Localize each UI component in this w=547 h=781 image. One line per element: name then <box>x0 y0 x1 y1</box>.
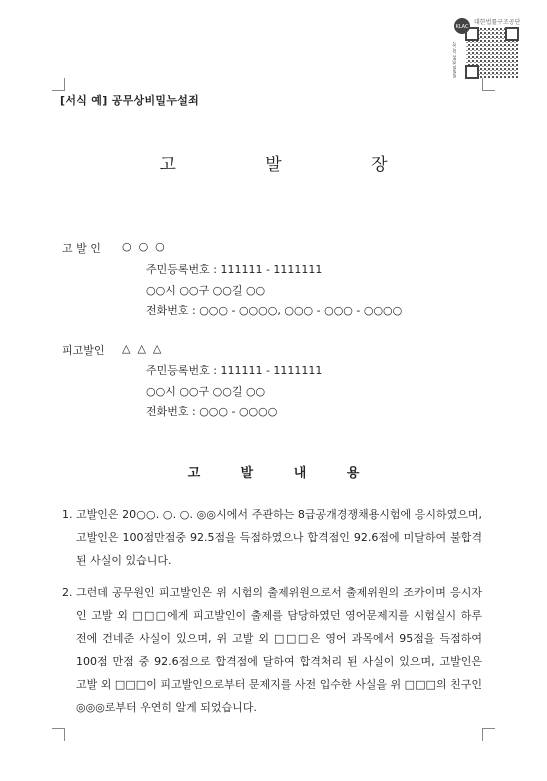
paragraph-number: 2. <box>62 586 73 599</box>
complainant-id: 주민등록번호 : 111111 - 1111111 <box>146 263 323 276</box>
crop-mark-bottom-left <box>52 728 65 741</box>
page-title: 고 발 장 <box>159 155 430 175</box>
accused-name: △ △ △ <box>122 342 162 355</box>
paragraph-text: 그런데 공무원인 피고발인은 위 시험의 출제위원으로서 출제위원의 조카이며 응시자인 고발 외 □□□에게 피고발인이 출제를 담당하였던 영어문제지를 시험실시 하루 전에 건네준 사실이 있으며, 위 고발 외 □□□은 영어 과목에서 95점을 득점하여 100점 만점 중 92.6점으로 합격점에 달하여 합격처리 된 사실이 있으며, 고발인은 고발 외 □□□이 피고발인으로부터 문제지를 사전 입수한 사실을 위 □□□의 친구인 ◎◎◎로부터 우연히 알게 되었습니다. <box>76 586 482 714</box>
svg-text:www.klac.or.kr: www.klac.or.kr <box>452 41 458 78</box>
accused-phone: 전화번호 : ○○○ - ○○○○ <box>146 405 278 418</box>
complainant-label: 고 발 인 <box>62 242 101 255</box>
paragraph-1 <box>62 503 482 572</box>
qr-code-icon <box>452 16 520 80</box>
svg-text:KLAC: KLAC <box>455 24 469 30</box>
crop-mark-bottom-right <box>482 728 495 741</box>
crop-mark-top-left <box>52 78 65 91</box>
paragraph-number: 1. <box>62 508 73 521</box>
form-heading: [서식 예] 공무상비밀누설죄 <box>60 94 200 107</box>
complainant-phone: 전화번호 : ○○○ - ○○○○, ○○○ - ○○○ - ○○○○ <box>146 304 403 317</box>
accused-id: 주민등록번호 : 111111 - 1111111 <box>146 364 323 377</box>
accused-address: ○○시 ○○구 ○○길 ○○ <box>146 385 266 398</box>
paragraph-2 <box>62 581 482 719</box>
complainant-address: ○○시 ○○구 ○○길 ○○ <box>146 284 266 297</box>
accused-label: 피고발인 <box>62 344 105 357</box>
svg-text:대한법률구조공단: 대한법률구조공단 <box>474 19 520 26</box>
section-title: 고 발 내 용 <box>187 466 378 481</box>
paragraph-text: 고발인은 20○○. ○. ○. ◎◎시에서 주관하는 8급공개경쟁채용시험에 응시하였으며, 고발인은 100점만점중 92.5점을 득점하였으나 합격점인 92.6점에 미달하여 불합격된 사실이 있습니다. <box>76 508 482 567</box>
complainant-name: ○ ○ ○ <box>122 240 165 253</box>
legal-aid-stamp <box>452 16 520 80</box>
